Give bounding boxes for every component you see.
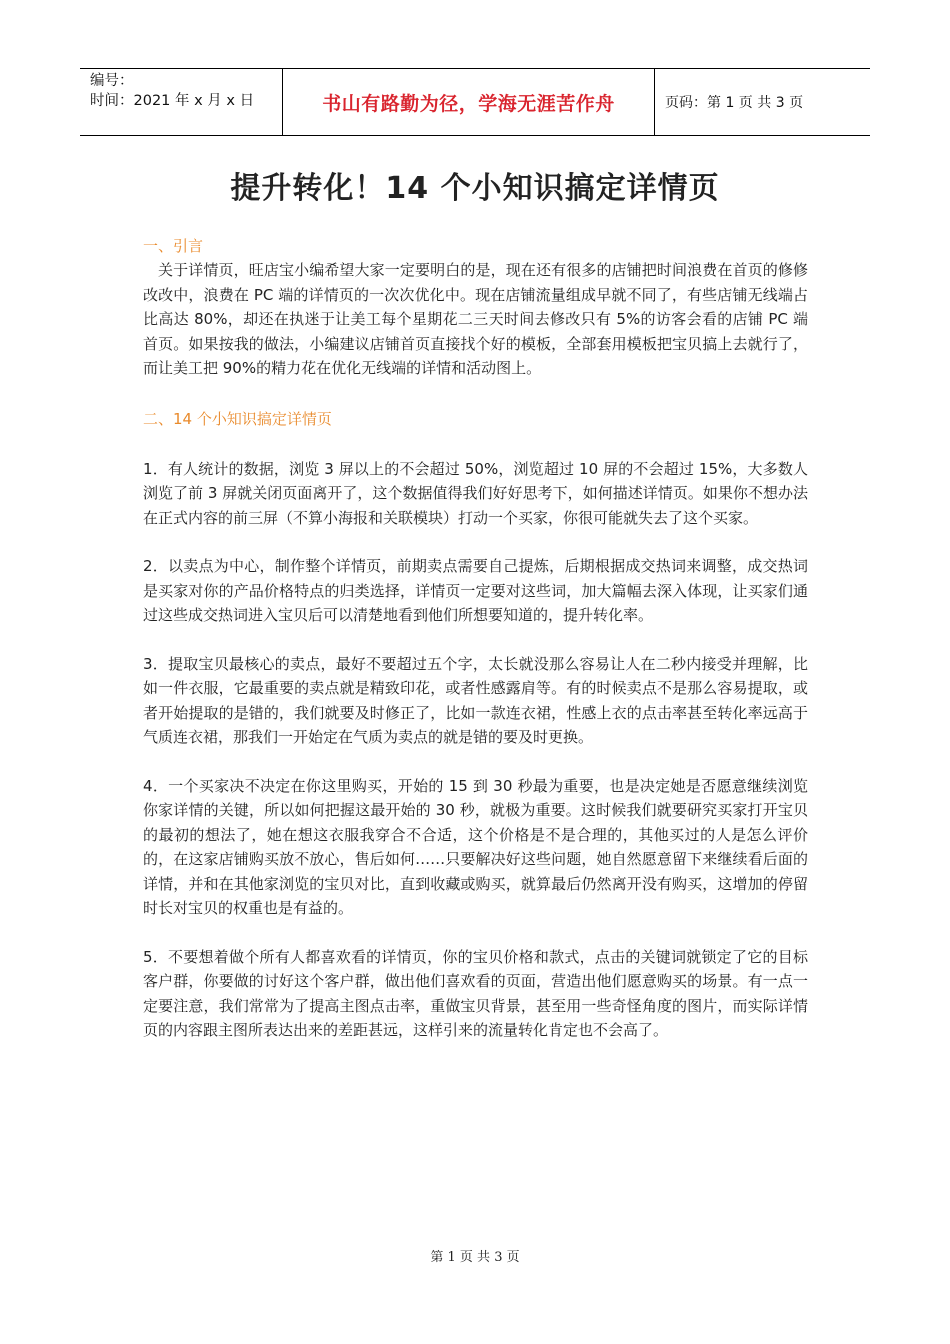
tip-paragraph-2: 2．以卖点为中心，制作整个详情页，前期卖点需要自己提炼，后期根据成交热词来调整，成交热词是买家对你的产品价格特点的归类选择，详情页一定要对这些词，加大篇幅去深入体现，让买家们通过这些成交热词进入宝贝后可以清楚地看到他们所想要知道的，提升转化率。 xyxy=(143,557,808,624)
code-label: 编号： xyxy=(90,73,134,89)
intro-paragraph: 关于详情页，旺店宝小编希望大家一定要明白的是，现在还有很多的店铺把时间浪费在首页的修修改改中，浪费在 PC 端的详情页的一次次优化中。现在店铺流量组成早就不同了，有些店铺无线端占比高达 80%，却还在执迷于让美工每个星期花二三天时间去修改只有 5%的访客会看的店铺 PC 端首页。如果按我的做法，小编建议店铺首页直接找个好的模板，全部套用模板把宝贝搞上去就行了，而让美工把 90%的精力花在优化无线端的详情和活动图上。 xyxy=(143,261,808,377)
document-header xyxy=(80,68,870,136)
page-info-text: 页码：第 1 页 共 3 页 xyxy=(665,95,804,111)
time-label: 时间：2021 年 x 月 x 日 xyxy=(90,93,255,109)
tip-paragraph-1: 1．有人统计的数据，浏览 3 屏以上的不会超过 50%，浏览超过 10 屏的不会超过 15%，大多数人浏览了前 3 屏就关闭页面离开了，这个数据值得我们好好思考下，如何描述详情页。如果你不想办法在正式内容的前三屏（不算小海报和关联模块）打动一个买家，你很可能就失去了这个买家。 xyxy=(143,459,808,527)
section-heading-tips: 二、14 个小知识搞定详情页 xyxy=(143,409,332,428)
header-meta-cell xyxy=(80,69,282,135)
section-heading-intro: 一、引言 xyxy=(143,237,204,255)
page-info-cell xyxy=(655,69,870,135)
motto-text: 书山有路勤为径，学海无涯苦作舟 xyxy=(322,92,615,115)
tip-paragraph-5: 5．不要想着做个所有人都喜欢看的详情页，你的宝贝价格和款式，点击的关键词就锁定了它的目标客户群，你要做的讨好这个客户群，做出他们喜欢看的页面，营造出他们愿意购买的场景。有一点一定要注意，我们常常为了提高主图点击率，重做宝贝背景，甚至用一些奇怪角度的图片，而实际详情页的内容跟主图所表达出来的差距甚远，这样引来的流量转化肯定也不会高了。 xyxy=(143,947,808,1039)
document-body xyxy=(143,234,808,1043)
document-title: 提升转化！14 个小知识搞定详情页 xyxy=(230,171,720,206)
motto-cell xyxy=(282,69,655,135)
tip-paragraph-4: 4．一个买家决不决定在你这里购买，开始的 15 到 30 秒最为重要，也是决定她是否愿意继续浏览你家详情的关键，所以如何把握这最开始的 30 秒，就极为重要。这时候我们就要研究买家打开宝贝的最初的想法了，她在想这衣服我穿合不合适，这个价格是不是合理的，其他买过的人是怎么评价的，在这家店铺购买放不放心，售后如何……只要解决好这些问题，她自然愿意留下来继续看后面的详情，并和在其他家浏览的宝贝对比，直到收藏或购买，就算最后仍然离开没有购买，这增加的停留时长对宝贝的权重也是有益的。 xyxy=(143,776,808,917)
page-footer: 第 1 页 共 3 页 xyxy=(430,1250,520,1265)
tip-paragraph-3: 3．提取宝贝最核心的卖点，最好不要超过五个字，太长就没那么容易让人在二秒内接受并理解，比如一件衣服，它最重要的卖点就是精致印花，或者性感露肩等。有的时候卖点不是那么容易提取，或者开始提取的是错的，我们就要及时修正了，比如一款连衣裙，性感上衣的点击率甚至转化率远高于气质连衣裙，那我们一开始定在气质为卖点的就是错的要及时更换。 xyxy=(143,654,808,746)
